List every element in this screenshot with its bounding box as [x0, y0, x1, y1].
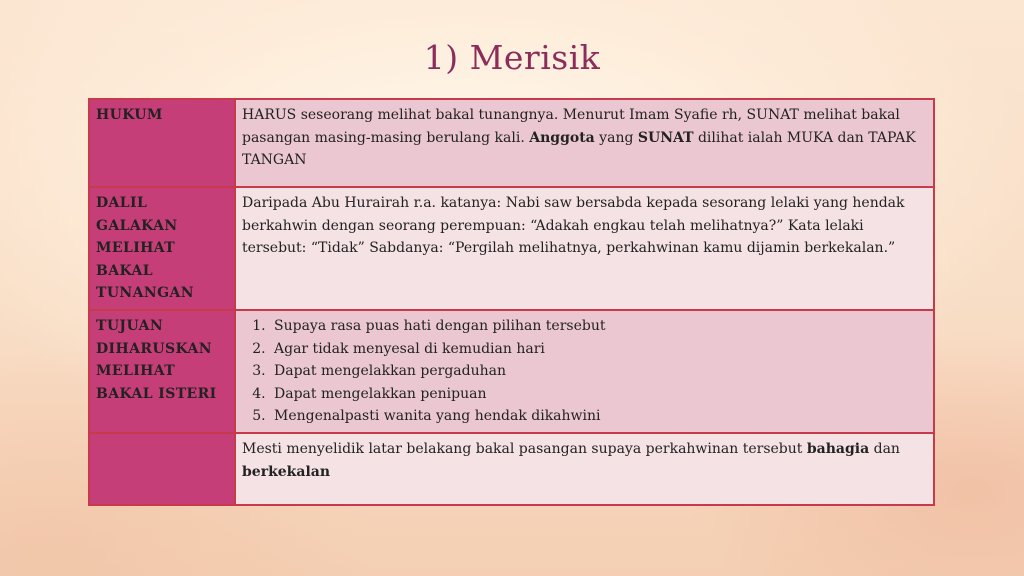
table-row-tujuan: [89, 310, 934, 433]
row-content-dalil: Daripada Abu Hurairah r.a. katanya: Nabi saw bersabda kepada sesorang lelaki yang hendak berkahwin dengan seorang perempuan: “Adakah engkau telah melihatnya?” Kata lelaki tersebut: “Tidak” Sabdanya: “Pergilah melihatnya, perkahwinan kamu dijamin berkekalan.”: [235, 187, 934, 310]
tujuan-head-line: DIHARUSKAN: [96, 340, 212, 357]
hukum-bold-sunat: SUNAT: [637, 129, 694, 146]
dalil-head-line: MELIHAT: [96, 240, 176, 256]
list-item: 5. Mengenalpasti wanita yang hendak dikahwini: [270, 405, 927, 428]
hukum-text-1: HARUS seseorang melihat bakal tunangnya. Menurut Imam Syafie rh, SUNAT melihat bakal pasangan masing-masing berulang kali.: [242, 107, 900, 146]
nota-text-1: Mesti menyelidik latar belakang bakal pasangan supaya perkahwinan tersebut: [242, 441, 807, 457]
dalil-head-line: BAKAL: [96, 262, 154, 279]
tujuan-head-line: MELIHAT: [96, 363, 176, 379]
row-header-dalil: [89, 187, 235, 310]
nota-bold-bahagia: bahagia: [806, 441, 870, 457]
row-content-hukum: [235, 99, 934, 187]
dalil-head-line: GALAKAN: [96, 217, 178, 234]
hukum-bold-anggota: Anggota: [529, 129, 595, 146]
list-item: 1. Supaya rasa puas hati dengan pilihan tersebut: [270, 315, 927, 338]
hukum-text-2: yang: [594, 129, 638, 146]
row-content-nota: [235, 433, 934, 505]
info-table: [88, 98, 935, 506]
tujuan-head-line: BAKAL ISTERI: [96, 385, 217, 402]
nota-text-2: dan: [869, 441, 900, 457]
slide-title: 1) Merisik: [423, 38, 601, 77]
table-row-hukum: [89, 99, 934, 187]
row-header-nota: [89, 433, 235, 505]
dalil-head-line: TUNANGAN: [96, 285, 194, 301]
table-row-nota: [89, 433, 934, 505]
row-header-tujuan: [89, 310, 235, 433]
list-item: 3. Dapat mengelakkan pergaduhan: [270, 360, 927, 383]
tujuan-list: [242, 315, 927, 428]
hukum-text-3: dilihat ialah MUKA dan TAPAK TANGAN: [242, 129, 916, 168]
row-content-tujuan: [235, 310, 934, 433]
table-row-dalil: [89, 187, 934, 310]
list-item: 2. Agar tidak menyesal di kemudian hari: [270, 338, 927, 361]
tujuan-head-line: TUJUAN: [96, 318, 164, 334]
dalil-head-line: DALIL: [96, 195, 148, 211]
nota-bold-berkekalan: berkekalan: [242, 463, 331, 480]
list-item: 4. Dapat mengelakkan penipuan: [270, 383, 927, 406]
row-header-hukum: HUKUM: [89, 99, 235, 187]
